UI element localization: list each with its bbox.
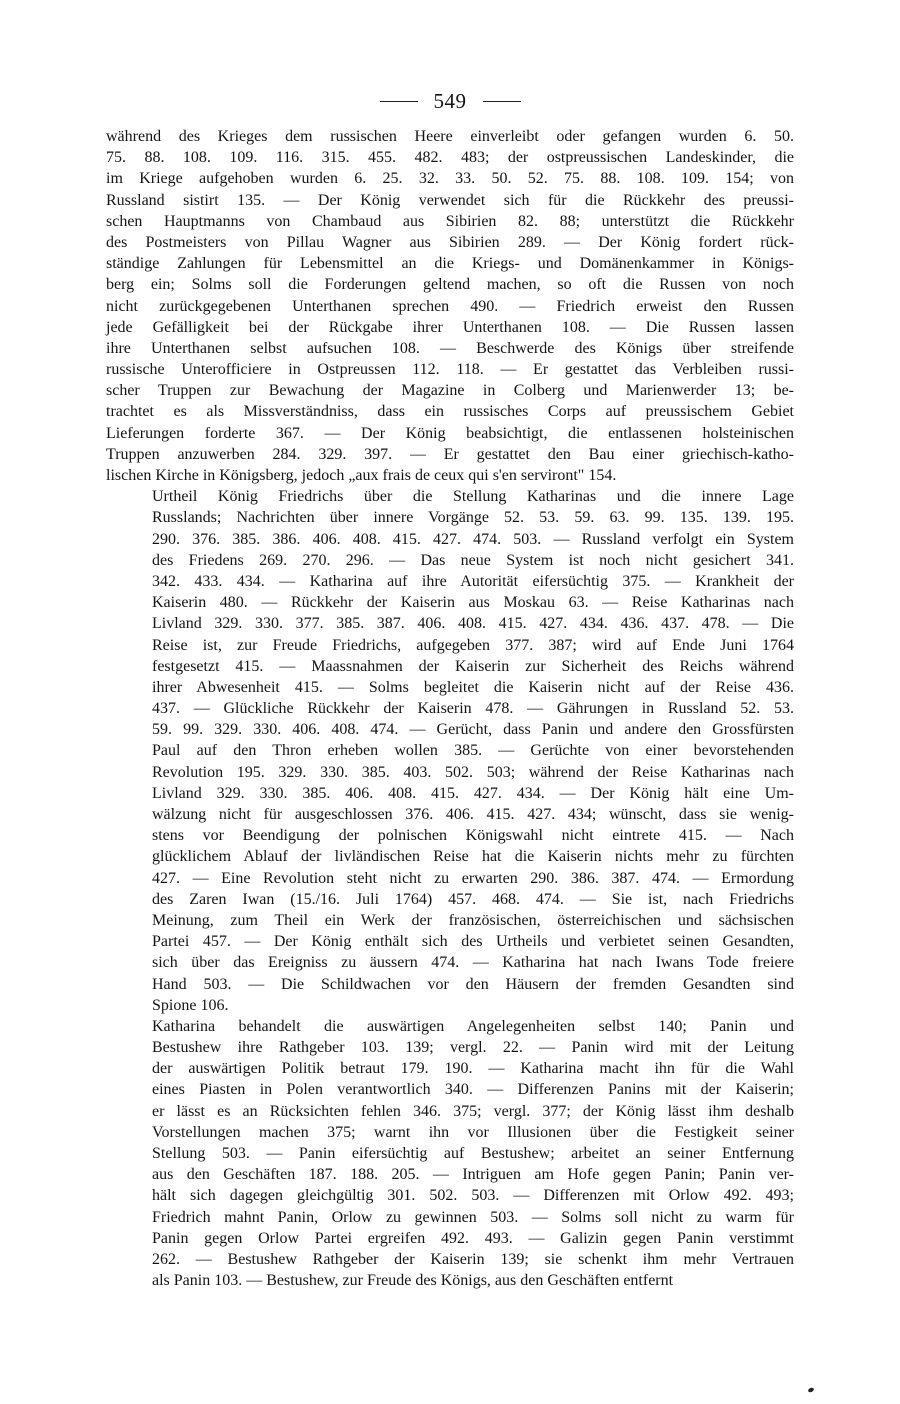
text-line: 59. 99. 329. 330. 406. 408. 474. — Gerücht, dass Panin und andere den Grossfürsten bbox=[152, 721, 794, 739]
text-line: wälzung nicht für ausgeschlossen 376. 406. 415. 427. 434; wünscht, dass sie wenig- bbox=[152, 806, 794, 823]
page-number: 549 bbox=[433, 88, 467, 113]
text-line: Russland sistirt 135. — Der König verwendet sich für die Rückkehr des preussi- bbox=[106, 191, 794, 209]
text-line: Partei 457. — Der König enthält sich des Urtheils und verbietet seinen Gesandten, bbox=[152, 933, 794, 951]
text-line: Urtheil König Friedrichs über die Stellung Katharinas und die innere Lage bbox=[152, 488, 794, 506]
paragraph-2 bbox=[106, 486, 794, 1016]
text-line: stens vor Beendigung der polnischen Königswahl nicht eintrete 415. — Nach bbox=[152, 827, 794, 845]
text-line: Revolution 195. 329. 330. 385. 403. 502. 503; während der Reise Katharinas nach bbox=[152, 763, 794, 781]
text-line: hält sich dagegen gleichgültig 301. 502. 503. — Differenzen mit Orlow 492. 493; bbox=[152, 1187, 794, 1205]
paragraph-3 bbox=[106, 1016, 794, 1291]
text-line: 262. — Bestushew Rathgeber der Kaiserin 139; sie schenkt ihm mehr Vertrauen bbox=[152, 1250, 794, 1268]
text-line: Russlands; Nachrichten über innere Vorgänge 52. 53. 59. 63. 99. 135. 139. 195. bbox=[152, 509, 794, 527]
paragraph-1 bbox=[106, 126, 794, 486]
text-line: sich über das Ereigniss zu äussern 474. — Katharina hat nach Iwans Tode freiere bbox=[152, 954, 794, 972]
text-line: während des Krieges dem russischen Heere einverleibt oder gefangen wurden 6. 50. bbox=[106, 128, 794, 145]
text-line: er lässt es an Rücksichten fehlen 346. 375; vergl. 377; der König lässt ihm deshalb bbox=[152, 1102, 794, 1120]
text-line: nicht zurückgegebenen Unterthanen sprechen 490. — Friedrich erweist den Russen bbox=[106, 297, 794, 315]
text-line: Livland 329. 330. 377. 385. 387. 406. 408. 415. 427. 434. 436. 437. 478. — Die bbox=[152, 615, 794, 633]
text-line: des Friedens 269. 270. 296. — Das neue System ist noch nicht gesichert 341. bbox=[152, 551, 794, 569]
text-line: trachtet es als Missverständniss, dass ein russisches Corps auf preussischem Gebiet bbox=[106, 403, 794, 421]
text-line: scher Truppen zur Bewachung der Magazine in Colberg und Marienwerder 13; be- bbox=[106, 382, 794, 400]
text-line: Truppen anzuwerben 284. 329. 397. — Er gestattet den Bau einer griechisch-katho- bbox=[106, 445, 794, 463]
text-line: berg ein; Solms soll die Forderungen geltend machen, so oft die Russen von noch bbox=[106, 276, 794, 294]
text-line: ihrer Abwesenheit 415. — Solms begleitet die Kaiserin nicht auf der Reise 436. bbox=[152, 678, 794, 696]
text-line: 342. 433. 434. — Katharina auf ihre Autorität eifersüchtig 375. — Krankheit der bbox=[152, 572, 794, 590]
text-line: Hand 503. — Die Schildwachen vor den Häusern der fremden Gesandten sind bbox=[152, 975, 794, 993]
ink-speck bbox=[807, 1387, 814, 1393]
text-line: russische Unterofficiere in Ostpreussen 112. 118. — Er gestattet das Verbleiben russi- bbox=[106, 361, 794, 379]
text-line: aus den Geschäften 187. 188. 205. — Intriguen am Hofe gegen Panin; Panin ver- bbox=[152, 1166, 794, 1184]
text-line: schen Hauptmanns von Chambaud aus Sibirien 82. 88; unterstützt die Rückkehr bbox=[106, 212, 794, 230]
text-line: Lieferungen forderte 367. — Der König beabsichtigt, die entlassenen holsteinischen bbox=[106, 424, 794, 442]
text-line: festgesetzt 415. — Maassnahmen der Kaiserin zur Sicherheit des Reichs während bbox=[152, 657, 794, 675]
text-line: Friedrich mahnt Panin, Orlow zu gewinnen 503. — Solms soll nicht zu warm für bbox=[152, 1208, 794, 1226]
text-line: Bestushew ihre Rathgeber 103. 139; vergl. 22. — Panin wird mit der Leitung bbox=[152, 1039, 794, 1057]
text-line: 427. — Eine Revolution steht nicht zu erwarten 290. 386. 387. 474. — Ermordung bbox=[152, 869, 794, 887]
header-rule-right bbox=[483, 101, 521, 102]
text-line: jede Gefälligkeit bei der Rückgabe ihrer Unterthanen 108. — Die Russen lassen bbox=[106, 318, 794, 336]
text-line: Paul auf den Thron erheben wollen 385. — Gerüchte von einer bevorstehenden bbox=[152, 742, 794, 760]
text-line: Stellung 503. — Panin eifersüchtig auf Bestushew; arbeitet an seiner Entfernung bbox=[152, 1145, 794, 1162]
text-line: im Kriege aufgehoben wurden 6. 25. 32. 33. 50. 52. 75. 88. 108. 109. 154; von bbox=[106, 170, 794, 188]
text-body bbox=[106, 126, 794, 1291]
text-line: des Postmeisters von Pillau Wagner aus Sibirien 289. — Der König fordert rück- bbox=[106, 233, 794, 251]
page-header bbox=[0, 86, 900, 116]
text-line: des Zaren Iwan (15./16. Juli 1764) 457. 468. 474. — Sie ist, nach Friedrichs bbox=[152, 890, 794, 908]
text-line: Panin gegen Orlow Partei ergreifen 492. 493. — Galizin gegen Panin verstimmt bbox=[152, 1229, 794, 1247]
text-line: Kaiserin 480. — Rückkehr der Kaiserin aus Moskau 63. — Reise Katharinas nach bbox=[152, 594, 794, 612]
text-line: Meinung, zum Theil ein Werk der französischen, österreichischen und sächsischen bbox=[152, 911, 794, 929]
text-line: als Panin 103. — Bestushew, zur Freude des Königs, aus den Geschäften entfernt bbox=[152, 1272, 674, 1290]
text-line: glücklichem Ablauf der livländischen Reise hat die Kaiserin nichts mehr zu fürchten bbox=[152, 848, 794, 866]
text-line: der auswärtigen Politik betraut 179. 190. — Katharina macht ihn für die Wahl bbox=[152, 1060, 794, 1078]
text-line: 290. 376. 385. 386. 406. 408. 415. 427. 474. 503. — Russland verfolgt ein System bbox=[152, 530, 794, 548]
text-line: Livland 329. 330. 385. 406. 408. 415. 427. 434. — Der König hält eine Um- bbox=[152, 784, 794, 802]
text-line: lischen Kirche in Königsberg, jedoch „aux frais de ceux qui s'en serviront" 154. bbox=[106, 467, 617, 484]
text-line: ihre Unterthanen selbst aufsuchen 108. — Beschwerde des Königs über streifende bbox=[106, 339, 794, 357]
text-line: Spione 106. bbox=[152, 996, 229, 1014]
text-line: Vorstellungen machen 375; warnt ihn vor Illusionen über die Festigkeit seiner bbox=[152, 1123, 794, 1141]
text-line: eines Piasten in Polen verantwortlich 340. — Differenzen Panins mit der Kaiserin; bbox=[152, 1081, 794, 1099]
text-line: ständige Zahlungen für Lebensmittel an die Kriegs- und Domänenkammer in Königs- bbox=[106, 255, 794, 273]
header-rule-left bbox=[380, 101, 418, 102]
text-line: Reise ist, zur Freude Friedrichs, aufgegeben 377. 387; wird auf Ende Juni 1764 bbox=[152, 636, 794, 654]
text-line: 437. — Glückliche Rückkehr der Kaiserin 478. — Gährungen in Russland 52. 53. bbox=[152, 700, 794, 718]
text-line: Katharina behandelt die auswärtigen Angelegenheiten selbst 140; Panin und bbox=[152, 1017, 794, 1035]
text-line: 75. 88. 108. 109. 116. 315. 455. 482. 483; der ostpreussischen Landeskinder, die bbox=[106, 149, 794, 167]
